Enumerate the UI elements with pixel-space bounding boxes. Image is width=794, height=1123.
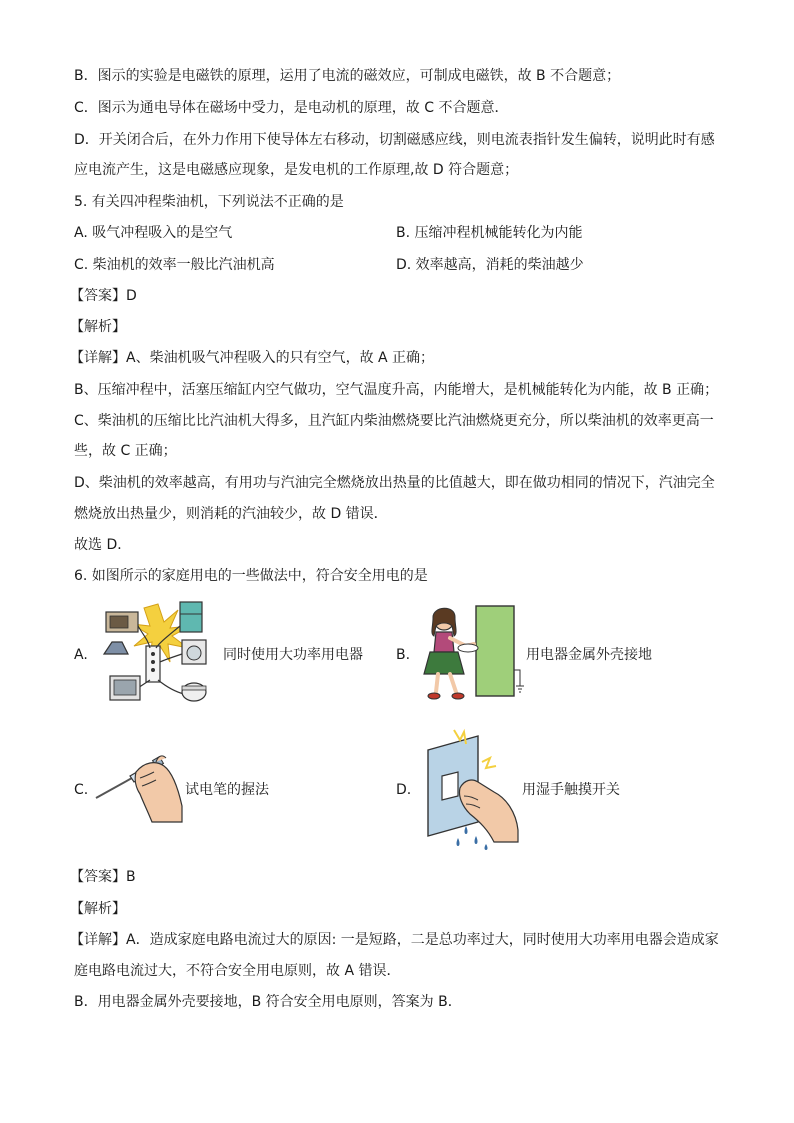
q6-option-c-caption: 试电笔的握法 — [185, 782, 269, 798]
q6-option-b-letter: B. — [396, 647, 411, 663]
q5-option-a: A. 吸气冲程吸入的是空气 — [74, 225, 233, 241]
q6-detail-a-line2: 庭电路电流过大，不符合安全用电原则，故 A 错误． — [74, 963, 401, 979]
test-pen-grip-illustration — [92, 732, 184, 824]
q6-analysis-title: 【解析】 — [70, 901, 126, 917]
q6-option-a-letter: A. — [74, 647, 88, 663]
q5-answer: 【答案】D — [70, 288, 137, 304]
q6-detail-a-text: A．造成家庭电路电流过大的原因: 一是短路，二是总功率过大，同时使用大功率用电器会造成家 — [126, 932, 719, 948]
q5-detail-d-line2: 燃烧放出热量少，则消耗的汽油较少，故 D 错误． — [74, 506, 388, 522]
q6-answer: 【答案】B — [70, 869, 136, 885]
q5-detail-c-line1: C、柴油机的压缩比比汽油机大得多，且汽缸内柴油燃烧要比汽油燃烧更充分，所以柴油机的效率更高一 — [74, 413, 714, 429]
q5-stem: 5. 有关四冲程柴油机，下列说法不正确的是 — [74, 194, 344, 210]
q5-detail-head: 【详解】 — [70, 350, 126, 366]
q6-detail-head: 【详解】 — [70, 932, 126, 948]
appliances-overload-illustration — [98, 596, 218, 708]
q5-detail-b: B、压缩冲程中，活塞压缩缸内空气做功，空气温度升高，内能增大，是机械能转化为内能，故 B 正确； — [74, 382, 719, 398]
q5-conclusion: 故选 D． — [74, 537, 132, 553]
q5-detail-a-text: A、柴油机吸气冲程吸入的只有空气，故 A 正确； — [126, 350, 435, 366]
wet-hand-switch-illustration — [424, 726, 520, 852]
q6-stem: 6. 如图所示的家庭用电的一些做法中，符合安全用电的是 — [74, 568, 428, 584]
q5-option-c: C. 柴油机的效率一般比汽油机高 — [74, 257, 275, 273]
grounded-appliance-illustration — [418, 600, 526, 706]
q5-detail-a — [70, 348, 724, 368]
q4-analysis-d-line1: D．开关闭合后，在外力作用下使导体左右移动，切割磁感应线，则电流表指针发生偏转，说明此时有感 — [74, 132, 715, 148]
q6-option-d-caption: 用湿手触摸开关 — [522, 782, 620, 798]
q5-detail-c-line2: 些，故 C 正确； — [74, 443, 177, 459]
q6-option-b-caption: 用电器金属外壳接地 — [526, 647, 652, 663]
q6-option-a-caption: 同时使用大功率用电器 — [223, 647, 363, 663]
q6-detail-b: B．用电器金属外壳要接地，B 符合安全用电原则，答案为 B． — [74, 994, 462, 1010]
q5-analysis-title: 【解析】 — [70, 319, 126, 335]
q5-option-d: D. 效率越高，消耗的柴油越少 — [396, 257, 584, 273]
q4-analysis-b: B．图示的实验是电磁铁的原理，运用了电流的磁效应，可制成电磁铁，故 B 不合题意； — [74, 68, 621, 84]
q5-detail-d-line1: D、柴油机的效率越高，有用功与汽油完全燃烧放出热量的比值越大，即在做功相同的情况下，汽油完全 — [74, 475, 715, 491]
q5-option-b: B. 压缩冲程机械能转化为内能 — [396, 225, 583, 241]
q6-detail-a-line1 — [70, 930, 724, 950]
q4-analysis-d-line2: 应电流产生，这是电磁感应现象，是发电机的工作原理,故 D 符合题意； — [74, 162, 519, 178]
q6-option-d-letter: D. — [396, 782, 412, 798]
q4-analysis-c: C．图示为通电导体在磁场中受力，是电动机的原理，故 C 不合题意． — [74, 100, 509, 116]
q6-option-c-letter: C. — [74, 782, 89, 798]
